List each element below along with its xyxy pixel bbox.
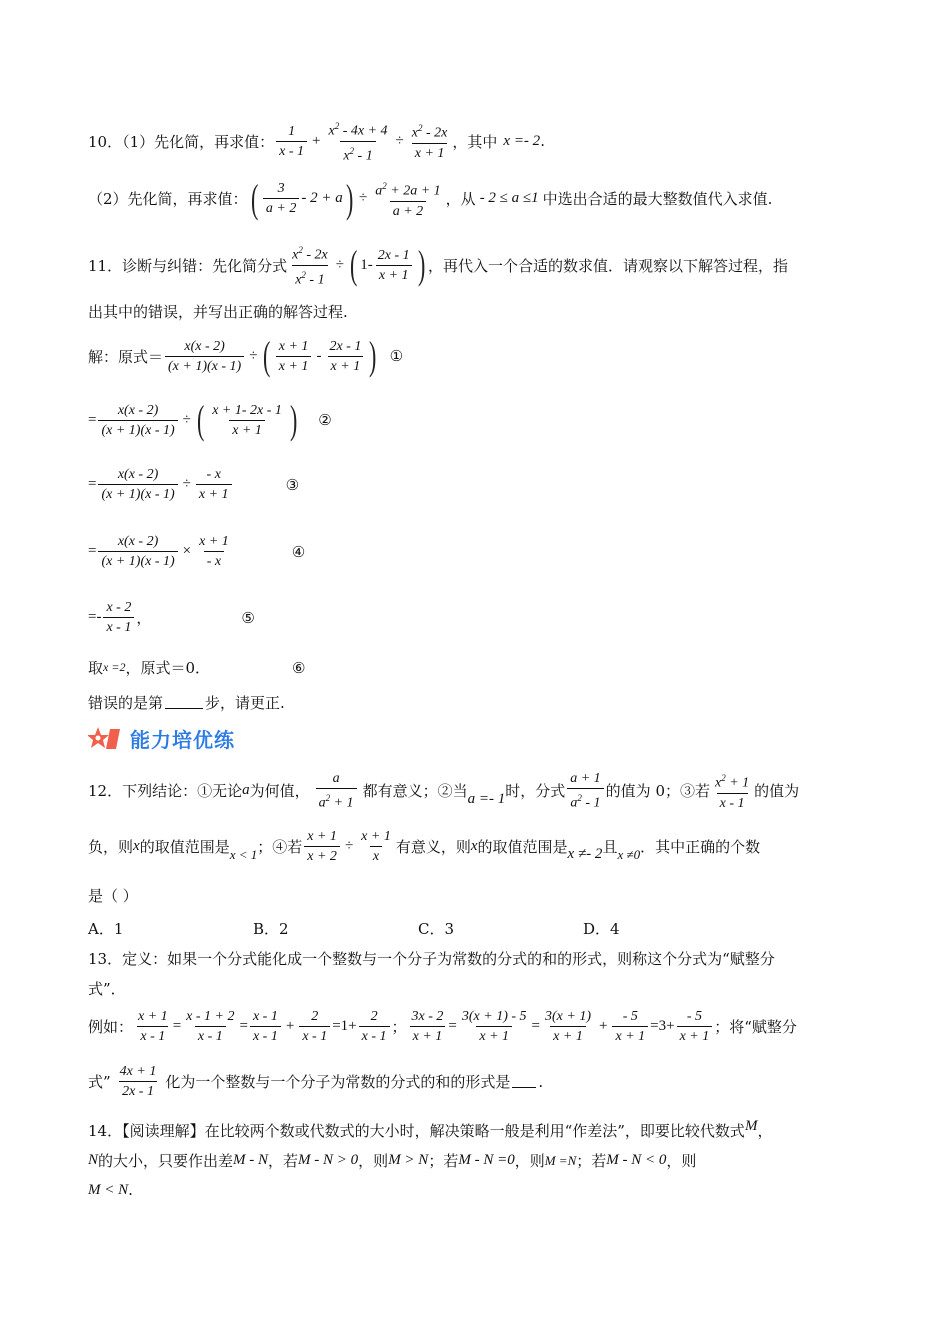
solution-step-1: 解：原式＝ $\frac{x(x - 2)}{(x + 1)(x - 1)}$ ÷ ( $\frac{x + 1}{x + 1}$ - $\frac{2x - 1}{x + 1}$ ) ①	[88, 333, 404, 378]
q11-error-prompt	[88, 692, 285, 713]
q13-line2: 式”．	[88, 980, 126, 998]
solution-label: 解：原式＝	[88, 347, 164, 366]
fraction: $\frac{2x - 1}{x + 1}$	[329, 338, 362, 374]
solution-step-3: = $\frac{x(x - 2)}{(x + 1)(x - 1)}$ ÷ $\frac{- x}{x + 1}$ ③	[88, 467, 300, 502]
q11-prefix: 11．诊断与纠错：先化简分式	[88, 256, 288, 275]
q12-text: ；④若	[257, 838, 303, 856]
q14-expr: M - N < 0	[606, 1152, 667, 1168]
q12-text: 有意义，则	[395, 838, 471, 856]
fraction: $\frac{x + 1}{x - 1}$	[138, 1009, 168, 1044]
q14-expr: M - N =0	[458, 1152, 515, 1168]
q12-line2: 负，则 x 的取值范围是 x < 1 ；④若 $\frac{x + 1}{x + 2}$ ÷ $\frac{x + 1}{x}$ 有意义，则 x 的取值范围是 x ≠- 2 且 x ≠0 ．其中正确的个数	[88, 829, 761, 864]
q14-line3	[88, 1181, 133, 1199]
q10-part1-prefix: 10．（1）先化简，再求值：	[88, 132, 275, 151]
q14-text: ，若	[268, 1152, 299, 1170]
q14-expr: M =N	[544, 1152, 577, 1168]
step-marker: ③	[285, 475, 300, 494]
fraction: $\frac{- 5}{x + 1}$	[677, 1008, 713, 1045]
fraction: $\frac{x + 1}{x + 2}$	[304, 828, 340, 865]
q14-text: ，则	[358, 1152, 389, 1170]
fraction: $\frac{- 5}{x + 1}$	[612, 1008, 648, 1045]
step-marker: ①	[389, 347, 404, 365]
q10-part1-end: .	[540, 132, 545, 151]
q11-line1: 11．诊断与纠错：先化简分式 $\frac{x^2 - 2x}{x^2 - 1}$ ÷ ( 1- $\frac{2x - 1}{x + 1}$ ) ，再代入一个合适的数求值．请观察以下解答过程，指	[88, 242, 788, 288]
q14-expr: M < N	[88, 1181, 129, 1198]
fraction: $\frac{x + 1}{x}$	[361, 829, 391, 864]
option-c[interactable]: C．3	[418, 920, 455, 938]
fraction: $\frac{a}{a^2 + 1}$	[316, 770, 357, 812]
q14-text: ；若	[576, 1152, 607, 1170]
example-label: 例如：	[88, 1018, 134, 1036]
q14-line1	[88, 1120, 772, 1141]
section-title: 能力培优练	[130, 728, 235, 752]
q12-line1	[88, 770, 799, 812]
q13-text: 式”	[88, 1073, 111, 1091]
q14-text: ；若	[428, 1152, 459, 1170]
q14-text: ，则	[514, 1152, 545, 1170]
q12-text: 的取值范围是	[477, 838, 568, 856]
q10-part1-mid: ，其中	[452, 132, 498, 151]
fraction: $\frac{3}{a + 2}$	[263, 180, 299, 217]
fraction: $\frac{2x - 1}{x + 1}$	[377, 247, 410, 283]
q12-var: x	[133, 838, 140, 854]
q13-example: 例如： $\frac{x + 1}{x - 1}$ = $\frac{x - 1 + 2}{x - 1}$ = $\frac{x - 1}{x - 1}$ + $\frac{2}{x - 1}$ =1+ $\frac{2}{x - 1}$ ； $\frac{3x - 2}{x + 1}$ = $\frac{3(x + 1) - 5}{x + 1}$ = $\frac{3(x + 1)}{x + 1}$ + $\frac{- 5}{x + 1}$ =3+ $\frac{- 5}{x + 1}$ ；将“赋整分	[88, 1009, 797, 1044]
q10-part1-condition: x =- 2	[503, 132, 541, 149]
q12-text: 12．下列结论：①无论	[88, 782, 243, 801]
solution-step-5: =- $\frac{x - 2}{x - 1}$ ， ⑤	[88, 600, 255, 635]
answer-blank[interactable]	[512, 1075, 536, 1088]
q14-line2	[88, 1150, 696, 1171]
fraction: $\frac{2}{x - 1}$	[359, 1008, 390, 1045]
step-marker: ②	[318, 411, 332, 429]
q12-var: a	[242, 782, 250, 799]
q10-part1: 10．（1）先化简，再求值： $\frac{1}{x - 1}$ + $\frac{x^2 - 4x + 4}{x^2 - 1}$ ÷ $\frac{x^2 - 2x}{x + 1}$ ，其中 x =- 2 .	[88, 118, 545, 164]
solution-step-6	[88, 657, 305, 678]
fraction: $\frac{- x}{x + 1}$	[196, 466, 232, 503]
q11-line2: 出其中的错误，并写出正确的解答过程.	[88, 303, 348, 321]
solution-step-2: = $\frac{x(x - 2)}{(x + 1)(x - 1)}$ ÷ ( $\frac{x + 1- 2x - 1}{x + 1}$ ) ②	[88, 397, 332, 442]
q12-text: 时，分式	[505, 782, 566, 801]
q14-text: 14．【阅读理解】在比较两个数或代数式的大小时，解决策略一般是利用“作差法”，即要比较代数式	[88, 1122, 745, 1140]
fraction: $\frac{x - 2}{x - 1}$	[103, 599, 134, 636]
step-marker: ④	[291, 542, 306, 561]
q12-cond: a =- 1	[467, 791, 506, 808]
option-b[interactable]: B．2	[253, 920, 289, 938]
solution-step-4: = $\frac{x(x - 2)}{(x + 1)(x - 1)}$ × $\frac{x + 1}{- x}$ ④	[88, 534, 306, 569]
q14-expr: M - N > 0	[298, 1152, 359, 1168]
q13-line4	[88, 1063, 543, 1100]
error-suffix: 步，请更正.	[205, 694, 285, 712]
q12-var: x	[470, 838, 478, 854]
q10-part2: （2）先化简，再求值： ( $\frac{3}{a + 2}$ - 2 + a ) ÷ $\frac{a^2 + 2a + 1}{a + 2}$ ，从 - 2 ≤ a ≤1 中选出合适的最大整数值代入求值.	[88, 175, 773, 221]
fraction: $\frac{x^2 - 4x + 4}{x^2 - 1}$	[328, 121, 388, 164]
fraction: $\frac{x^2 + 1}{x - 1}$	[714, 773, 750, 811]
q12-cond: x < 1	[229, 846, 258, 862]
q12-text: 的值为 0；③若	[605, 782, 710, 801]
q10-part2-condition: - 2 ≤ a ≤1	[479, 190, 539, 207]
q14-expr: M - N	[233, 1152, 269, 1168]
step-marker: ⑤	[241, 608, 255, 627]
fraction: $\frac{x - 1}{x - 1}$	[250, 1008, 281, 1045]
q12-text: 都有意义；②当	[362, 782, 468, 801]
fraction: $\frac{x(x - 2)}{(x + 1)(x - 1)}$	[98, 402, 177, 439]
fraction: $\frac{x - 1 + 2}{x - 1}$	[186, 1009, 235, 1044]
q14-text: 的大小，只要作出差	[98, 1152, 234, 1170]
q12-text: 为何值，	[249, 782, 310, 801]
fraction: $\frac{2}{x - 1}$	[299, 1008, 330, 1045]
q10-part2-mid: ，从	[445, 190, 476, 209]
option-a[interactable]: A．1	[88, 920, 124, 938]
fraction: $\frac{1}{x - 1}$	[276, 123, 307, 160]
fraction: $\frac{x + 1}{x + 1}$	[276, 338, 312, 375]
q13-text: 化为一个整数与一个分子为常数的分式的和的形式是	[165, 1073, 511, 1091]
q12-text: 且	[602, 838, 618, 856]
q14-var: N	[88, 1152, 99, 1168]
fraction: $\frac{a^2 + 2a + 1}{a + 2}$	[375, 181, 441, 219]
q10-part2-end: 中选出合适的最大整数值代入求值.	[542, 190, 773, 209]
error-prefix: 错误的是第	[88, 694, 164, 712]
fraction: $\frac{4x + 1}{2x - 1}$	[119, 1064, 157, 1099]
q14-expr: M > N	[388, 1152, 429, 1168]
q13-line1: 13．定义：如果一个分式能化成一个整数与一个分子为常数的分式的和的形式，则称这个分式为“赋整分	[88, 950, 775, 968]
q14-text: .	[128, 1181, 133, 1199]
q12-text: ．其中正确的个数	[640, 838, 761, 856]
example-tail: ；将“赋整分	[714, 1018, 797, 1036]
q12-text: 的取值范围是	[139, 838, 230, 856]
answer-blank[interactable]	[165, 696, 203, 709]
fraction: $\frac{x + 1- 2x - 1}{x + 1}$	[212, 402, 282, 438]
q12-text: 负，则	[88, 838, 134, 856]
fraction: $\frac{3x - 2}{x + 1}$	[411, 1009, 444, 1044]
fraction: $\frac{a + 1}{a^2 - 1}$	[567, 770, 603, 812]
fraction: $\frac{x + 1}{- x}$	[199, 534, 229, 569]
fraction: $\frac{x^2 - 2x}{x^2 - 1}$	[292, 245, 328, 288]
fraction: $\frac{x(x - 2)}{(x + 1)(x - 1)}$	[165, 338, 244, 375]
step-marker: ⑥	[292, 658, 306, 677]
step6-suffix: ，原式＝0．	[125, 659, 210, 677]
q12-text: 的值为	[754, 782, 800, 801]
q14-text: ，则	[666, 1152, 697, 1170]
q12-cond: x ≠- 2	[567, 846, 603, 862]
section-heading	[88, 724, 235, 753]
step6-prefix: 取	[88, 659, 104, 677]
q13-text: .	[538, 1072, 544, 1091]
q10-part2-prefix: （2）先化简，再求值：	[88, 190, 248, 209]
q12-line3: 是（ ）	[88, 887, 138, 905]
option-d[interactable]: D．4	[583, 920, 620, 938]
fraction: $\frac{x(x - 2)}{(x + 1)(x - 1)}$	[98, 533, 177, 570]
star-badge-icon	[88, 725, 126, 753]
fraction: $\frac{3(x + 1)}{x + 1}$	[545, 1009, 592, 1044]
q14-var: M	[744, 1118, 758, 1134]
q14-text: ，	[757, 1122, 773, 1140]
q12-cond: x ≠0	[617, 846, 641, 862]
q11-suffix: ，再代入一个合适的数求值．请观察以下解答过程，指	[427, 256, 788, 275]
fraction: $\frac{x(x - 2)}{(x + 1)(x - 1)}$	[98, 466, 177, 503]
fraction: $\frac{x^2 - 2x}{x + 1}$	[411, 123, 448, 161]
step6-value: x =2	[103, 660, 126, 674]
fraction: $\frac{3(x + 1) - 5}{x + 1}$	[461, 1009, 527, 1044]
